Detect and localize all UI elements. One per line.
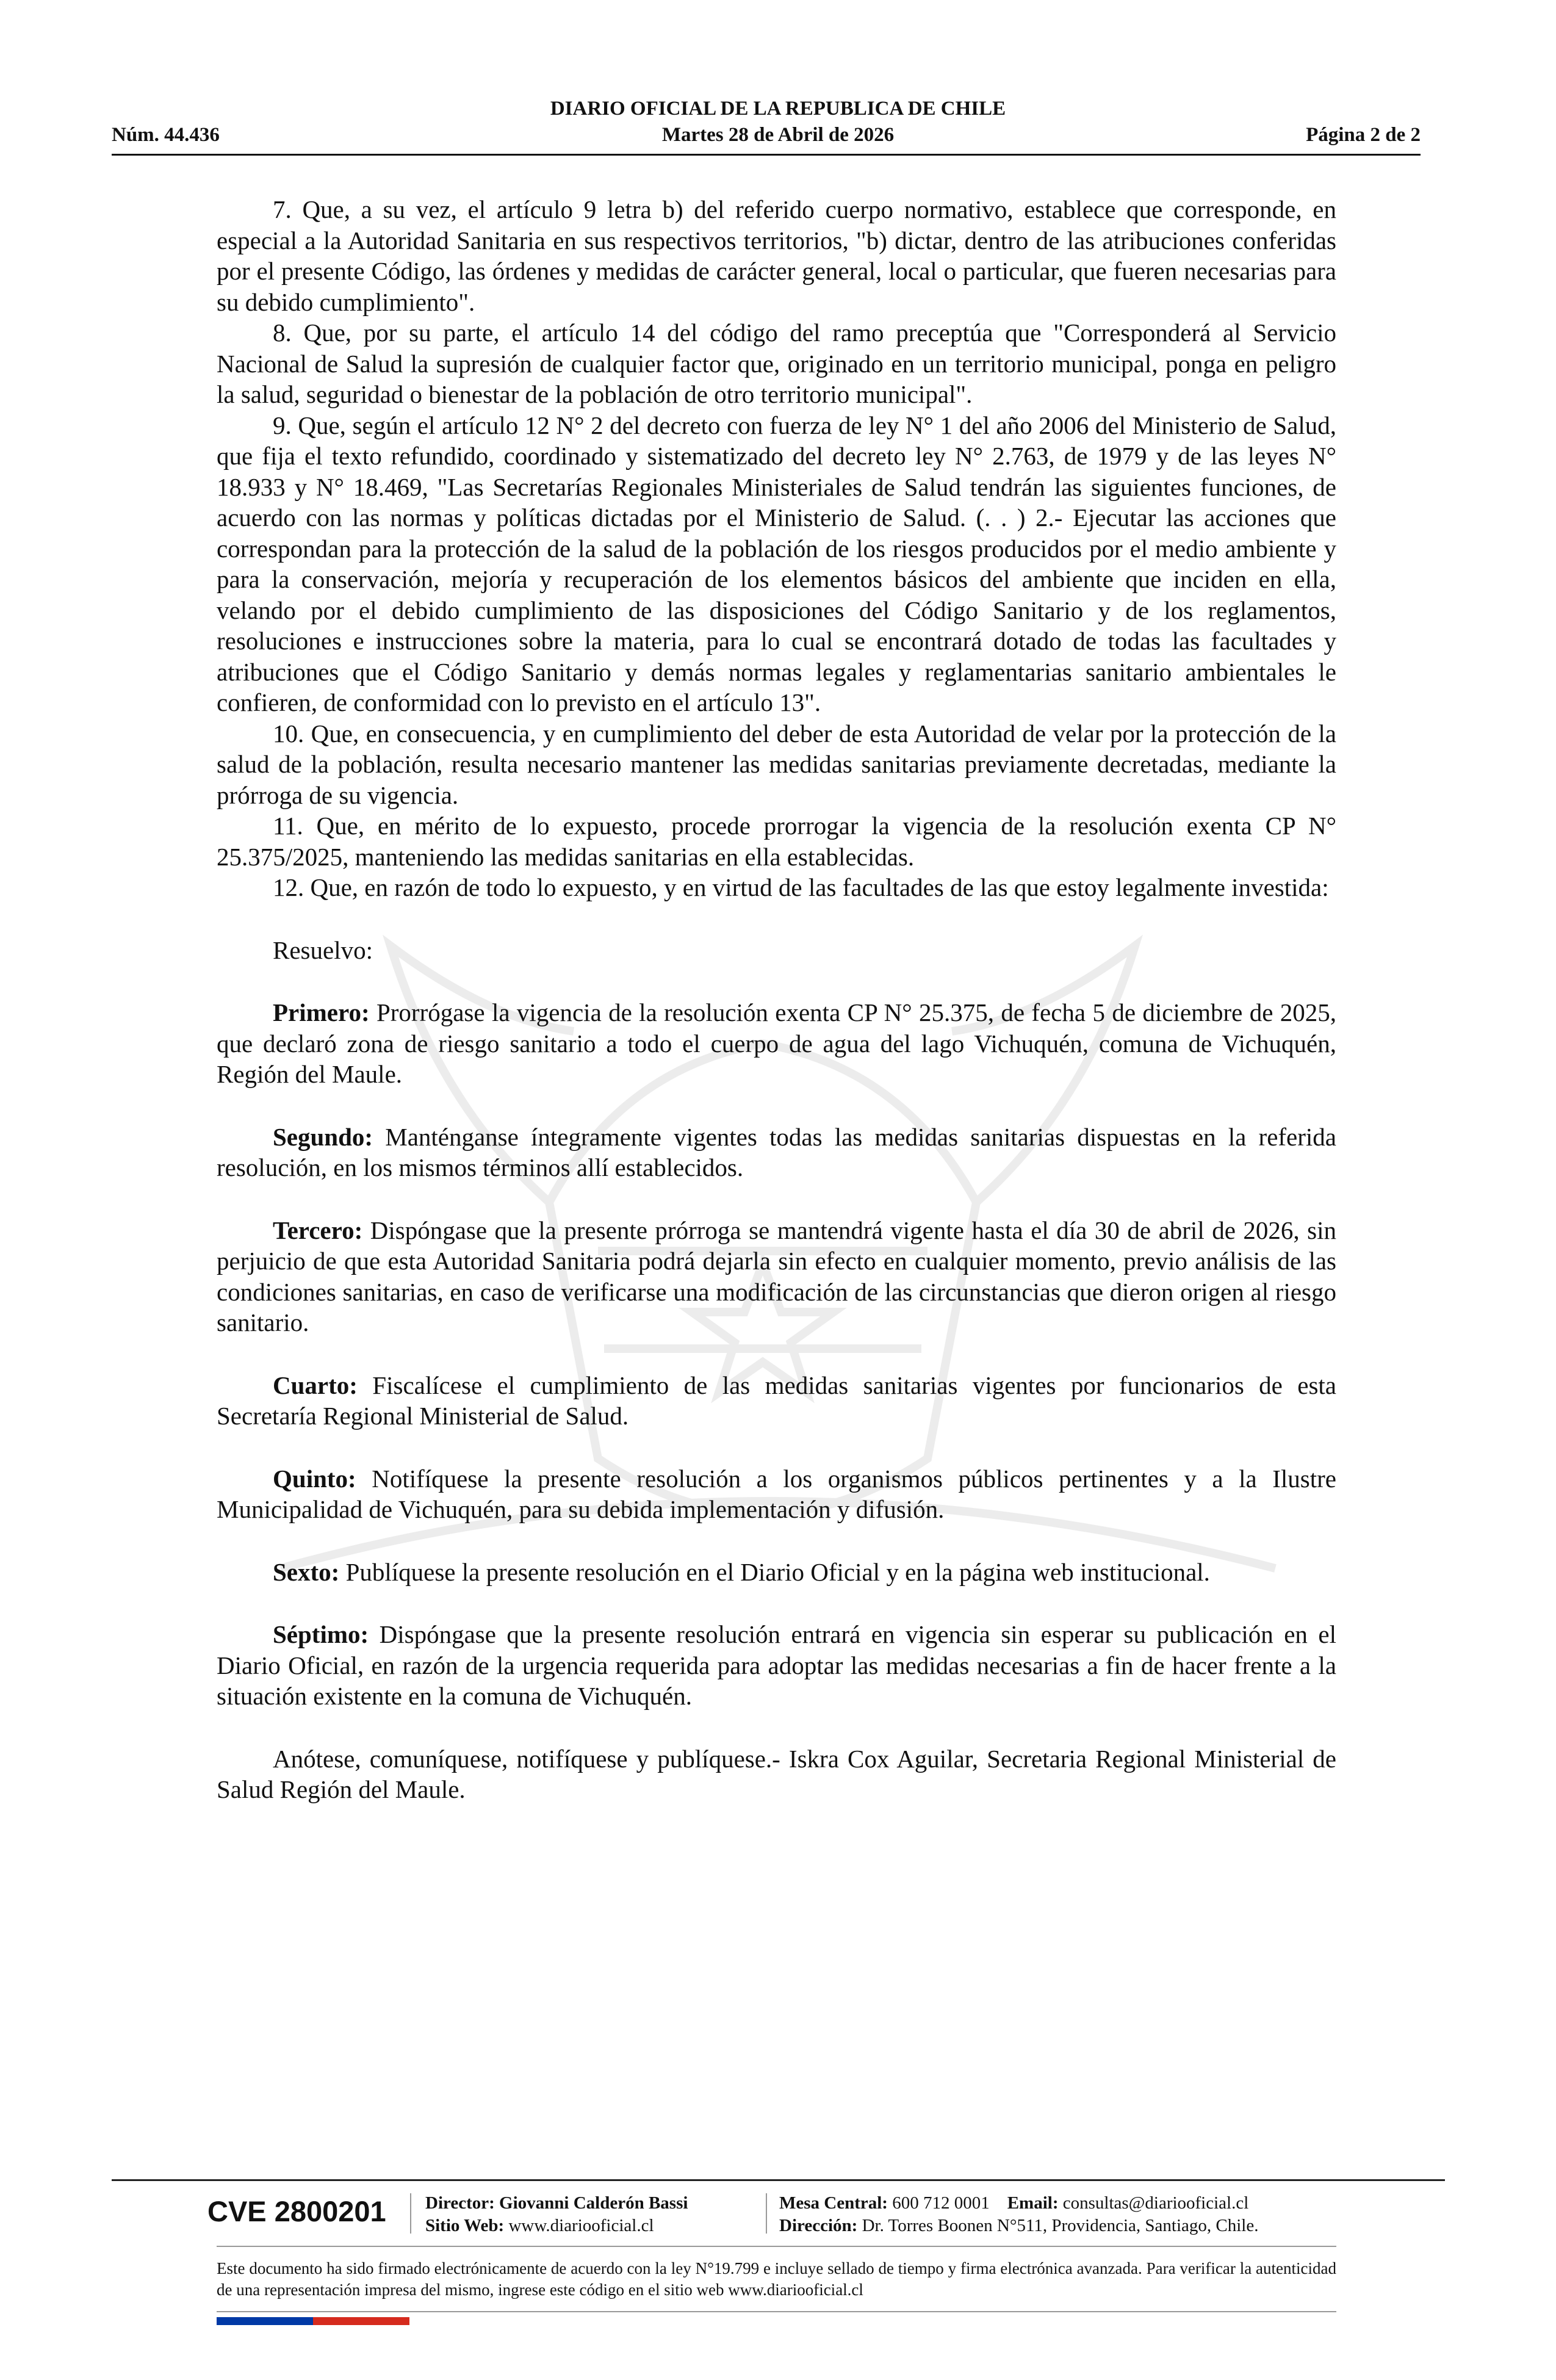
article-label: Tercero:: [273, 1216, 363, 1244]
address-label: Dirección:: [779, 2216, 858, 2235]
email-label: Email:: [1007, 2193, 1059, 2213]
website-link[interactable]: www.diariooficial.cl: [508, 2216, 654, 2235]
issue-number: Núm. 44.436: [112, 124, 220, 146]
footer-top-divider: [112, 2179, 1445, 2181]
article-quinto: [217, 1463, 1336, 1525]
article-text: Manténganse íntegramente vigentes todas las medidas sanitarias dispuestas en la referida resolución, en los mismos términos allí establecidos.: [217, 1122, 1336, 1181]
website-label: Sitio Web:: [425, 2216, 505, 2235]
article-label: Primero:: [273, 998, 370, 1026]
issue-date: Martes 28 de Abril de 2026: [661, 124, 895, 146]
paragraph-8: 8. Que, por su parte, el artículo 14 del código del ramo preceptúa que "Corresponderá al Servicio Nacional de Salud la supresión de cualquier factor que, originado en un territorio municipal, ponga en peligro la salud, seguridad o bienestar de la población de otro territorio municipal".: [217, 319, 1336, 408]
article-text: Dispóngase que la presente resolución entrará en vigencia sin esperar su publicación en el Diario Oficial, en razón de la urgencia requerida para adoptar las medidas necesarias a fin de hacer frente a la situación existente en la comuna de Vichuquén.: [217, 1620, 1336, 1710]
footer-middle-divider: [217, 2246, 1336, 2247]
paragraph-12: 12. Que, en razón de todo lo expuesto, y en virtud de las facultades de las que estoy legalmente investida:: [273, 873, 1329, 901]
article-label: Séptimo:: [273, 1620, 369, 1648]
article-tercero: [217, 1215, 1336, 1338]
article-text: Publíquese la presente resolución en el Diario Oficial y en la página web institucional.: [345, 1557, 1210, 1586]
director-name: Giovanni Calderón Bassi: [499, 2193, 688, 2213]
paragraph-10: 10. Que, en consecuencia, y en cumplimiento del deber de esta Autoridad de velar por la protección de la salud de la población, resulta necesario mantener las medidas sanitarias previamente decretadas, mediante la prórroga de su vigencia.: [217, 719, 1336, 809]
cve-code: CVE 2800201: [207, 2195, 386, 2227]
article-primero: [217, 997, 1336, 1090]
footer-contact-block: [779, 2192, 1258, 2237]
email-link[interactable]: consultas@diariooficial.cl: [1062, 2193, 1249, 2213]
article-septimo: [217, 1619, 1336, 1712]
paragraph-9: 9. Que, según el artículo 12 N° 2 del decreto con fuerza de ley N° 1 del año 2006 del Ministerio de Salud, que fija el texto refundido, coordinado y sistematizado del decreto ley N° 2.763, de 1979 y de las leyes N° 18.933 y N° 18.469, "Las Secretarías Regionales Ministeriales de Salud tendrán las siguientes funciones, de acuerdo con las normas y políticas dictadas por el Ministerio de Salud. (. . ) 2.- Ejecutar las acciones que correspondan para la protección de la salud de la población de los riesgos producidos por el medio ambiente y para la conservación, mejoría y recuperación de los elementos básicos del ambiente que inciden en ella, velando por el debido cumplimiento de las disposiciones del Código Sanitario y de los reglamentos, resoluciones e instrucciones sobre la materia, para lo cual se encontrará dotado de todas las facultades y atribuciones que el Código Sanitario y demás normas legales y reglamentarias sanitario ambientales le confieren, de conformidad con lo previsto en el artículo 13".: [217, 411, 1336, 716]
article-segundo: [217, 1122, 1336, 1183]
flag-stripe-red: [313, 2317, 409, 2325]
footer-separator: [410, 2193, 411, 2234]
electronic-signature-note: Este documento ha sido firmado electrónicamente de acuerdo con la ley N°19.799 e incluye sellado de tiempo y firma electrónica avanzada. Para verificar la autenticidad de una representación impresa del mismo, ingrese este código en el sitio web www.diariooficial.cl: [217, 2259, 1336, 2299]
paragraph-7: 7. Que, a su vez, el artículo 9 letra b) del referido cuerpo normativo, establece que corresponde, en especial a la Autoridad Sanitaria en sus respectivos territorios, "b) dictar, dentro de las atribuciones conferidas por el presente Código, las órdenes y medidas de carácter general, local o particular, que fueren necesarias para su debido cumplimiento".: [217, 195, 1336, 316]
footer-director-block: [425, 2192, 688, 2237]
footer-bottom-divider: [217, 2311, 1336, 2312]
flag-stripe-blue: [217, 2317, 313, 2325]
article-text: Notifíquese la presente resolución a los organismos públicos pertinentes y a la Ilustre Municipalidad de Vichuquén, para su debida implementación y difusión.: [217, 1464, 1336, 1523]
director-label: Director:: [425, 2193, 495, 2213]
closing-signature: Anótese, comuníquese, notifíquese y publíquese.- Iskra Cox Aguilar, Secretaria Regional Ministerial de Salud Región del Maule.: [217, 1744, 1336, 1803]
header-divider: [112, 154, 1421, 156]
article-label: Cuarto:: [273, 1371, 358, 1399]
newspaper-title: DIARIO OFICIAL DE LA REPUBLICA DE CHILE: [550, 98, 1006, 120]
resuelvo-heading: Resuelvo:: [273, 936, 373, 964]
article-text: Dispóngase que la presente prórroga se mantendrá vigente hasta el día 30 de abril de 2026, sin perjuicio de que esta Autoridad Sanitaria podrá dejarla sin efecto en cualquier momento, previo análisis de las condiciones sanitarias, en caso de verificarse una modificación de las circunstancias que dieron origen al riesgo sanitario.: [217, 1216, 1336, 1336]
article-sexto: [217, 1557, 1336, 1588]
article-label: Quinto:: [273, 1464, 356, 1493]
page-indicator: Página 2 de 2: [1306, 124, 1421, 146]
footer-separator: [766, 2193, 767, 2234]
article-text: Prorrógase la vigencia de la resolución exenta CP N° 25.375, de fecha 5 de diciembre de 2025, que declaró zona de riesgo sanitario a todo el cuerpo de agua del lago Vichuquén, comuna de Vichuquén, Región del Maule.: [217, 998, 1336, 1088]
article-label: Sexto:: [273, 1557, 340, 1586]
article-text: Fiscalícese el cumplimiento de las medidas sanitarias vigentes por funcionarios de esta Secretaría Regional Ministerial de Salud.: [217, 1371, 1336, 1430]
paragraph-11: 11. Que, en mérito de lo expuesto, procede prorrogar la vigencia de la resolución exenta CP N° 25.375/2025, manteniendo las medidas sanitarias en ella establecidas.: [217, 812, 1336, 871]
mesa-label: Mesa Central:: [779, 2193, 888, 2213]
mesa-phone: 600 712 0001: [892, 2193, 990, 2213]
article-label: Segundo:: [273, 1122, 373, 1151]
article-cuarto: [217, 1370, 1336, 1432]
address-value: Dr. Torres Boonen N°511, Providencia, Santiago, Chile.: [862, 2216, 1259, 2235]
document-body: [217, 194, 1336, 1805]
